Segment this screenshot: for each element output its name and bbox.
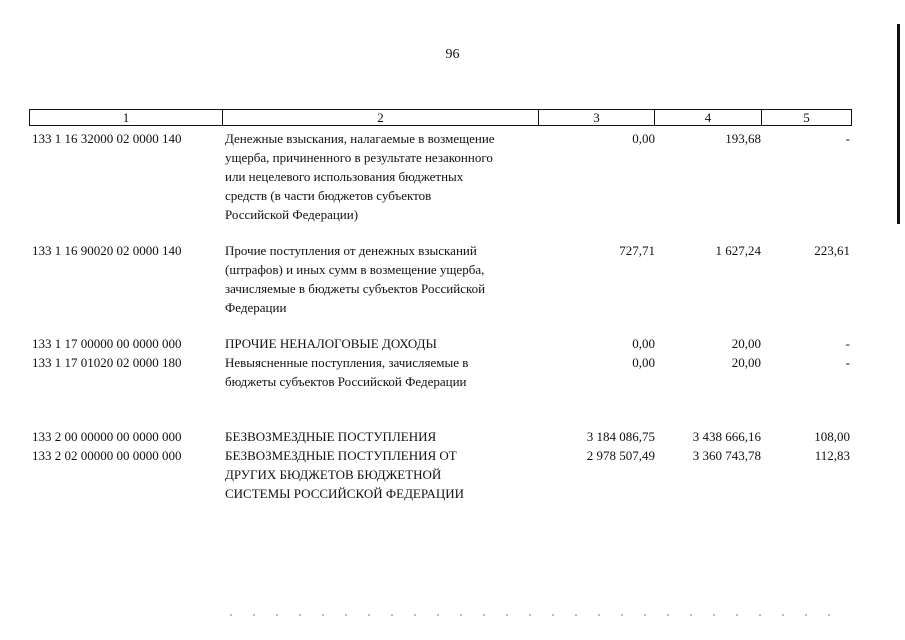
- scan-edge-bar: [897, 24, 900, 224]
- description-line: Прочие поступления от денежных взысканий: [225, 243, 477, 258]
- row-description: [225, 353, 537, 391]
- value-col-5: 223,61: [814, 243, 850, 258]
- description-line: БЕЗВОЗМЕЗДНЫЕ ПОСТУПЛЕНИЯ ОТ: [225, 448, 457, 463]
- row-description: [225, 129, 537, 224]
- value-col-4: 20,00: [731, 355, 761, 370]
- page-number: 96: [445, 47, 460, 62]
- value-col-5: -: [845, 355, 850, 370]
- header-col-4: 4: [655, 110, 762, 125]
- value-col-3: 0,00: [632, 355, 655, 370]
- description-line: Федерации: [225, 300, 287, 315]
- description-line: (штрафов) и иных сумм в возмещение ущерба,: [225, 262, 485, 277]
- budget-code: 133 1 16 32000 02 0000 140: [32, 131, 182, 146]
- description-line: бюджеты субъектов Российской Федерации: [225, 374, 467, 389]
- row-description: [225, 427, 537, 446]
- header-col-1: 1: [30, 110, 223, 125]
- description-line: Денежные взыскания, налагаемые в возмещение: [225, 131, 495, 146]
- row-description: [225, 446, 537, 503]
- value-col-5: -: [845, 131, 850, 146]
- value-col-3: 727,71: [619, 243, 655, 258]
- description-line: ДРУГИХ БЮДЖЕТОВ БЮДЖЕТНОЙ: [225, 467, 442, 482]
- description-line: Невыясненные поступления, зачисляемые в: [225, 355, 469, 370]
- value-col-3: 3 184 086,75: [586, 429, 655, 444]
- budget-code: 133 2 02 00000 00 0000 000: [32, 448, 182, 463]
- table-header: [29, 109, 852, 126]
- scan-noise: [230, 614, 850, 616]
- value-col-5: 112,83: [814, 448, 850, 463]
- description-line: зачисляемые в бюджеты субъектов Российской: [225, 281, 486, 296]
- description-line: или нецелевого использования бюджетных: [225, 169, 464, 184]
- description-line: средств (в части бюджетов субъектов: [225, 188, 432, 203]
- budget-code: 133 1 17 01020 02 0000 180: [32, 355, 182, 370]
- description-line: Российской Федерации): [225, 207, 359, 222]
- row-description: [225, 241, 537, 317]
- value-col-5: 108,00: [814, 429, 850, 444]
- description-line: СИСТЕМЫ РОССИЙСКОЙ ФЕДЕРАЦИИ: [225, 486, 464, 501]
- budget-code: 133 2 00 00000 00 0000 000: [32, 429, 182, 444]
- header-col-3: 3: [539, 110, 655, 125]
- description-line: ущерба, причиненного в результате незаконного: [225, 150, 493, 165]
- value-col-4: 20,00: [731, 336, 761, 351]
- value-col-3: 2 978 507,49: [586, 448, 655, 463]
- description-line: ПРОЧИЕ НЕНАЛОГОВЫЕ ДОХОДЫ: [225, 336, 437, 351]
- header-col-2: 2: [223, 110, 539, 125]
- value-col-4: 3 438 666,16: [692, 429, 761, 444]
- value-col-4: 3 360 743,78: [692, 448, 761, 463]
- budget-code: 133 1 16 90020 02 0000 140: [32, 243, 182, 258]
- value-col-5: -: [845, 336, 850, 351]
- row-description: [225, 334, 537, 353]
- budget-code: 133 1 17 00000 00 0000 000: [32, 336, 182, 351]
- description-line: БЕЗВОЗМЕЗДНЫЕ ПОСТУПЛЕНИЯ: [225, 429, 437, 444]
- value-col-3: 0,00: [632, 336, 655, 351]
- header-col-5: 5: [803, 110, 810, 125]
- value-col-4: 193,68: [725, 131, 761, 146]
- value-col-3: 0,00: [632, 131, 655, 146]
- value-col-4: 1 627,24: [715, 243, 761, 258]
